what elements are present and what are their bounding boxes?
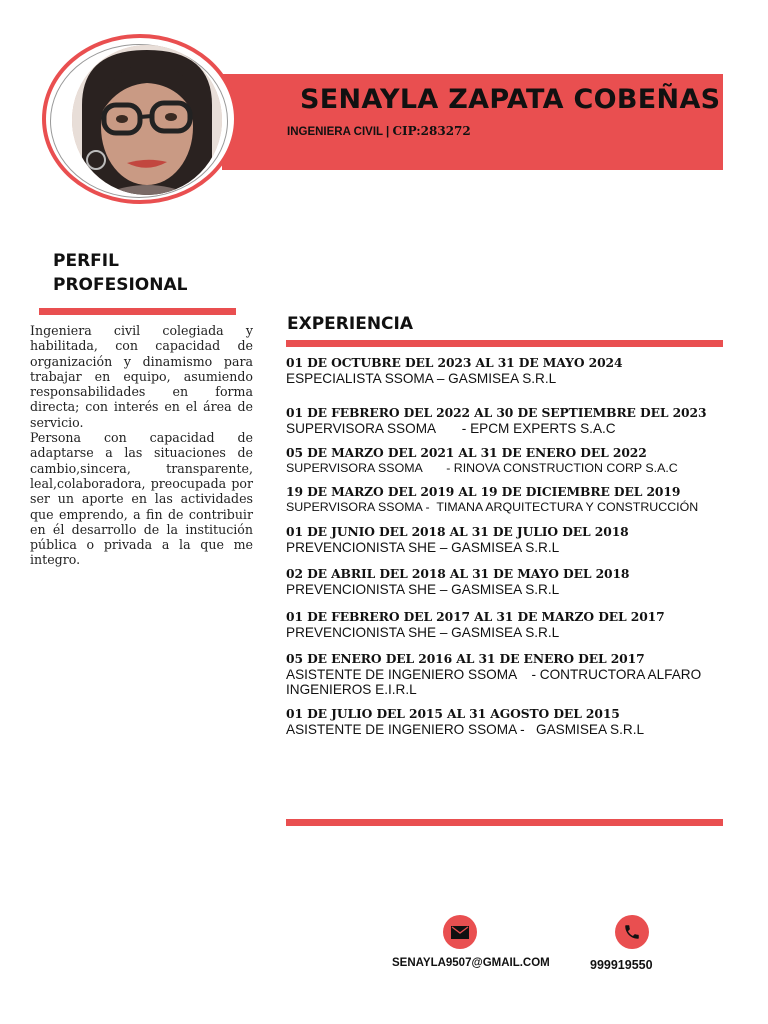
experience-date: 19 DE MARZO DEL 2019 AL 19 DE DICIEMBRE DEL 2019 — [286, 484, 681, 499]
experience-role: PREVENCIONISTA SHE – GASMISEA S.R.L — [286, 625, 560, 640]
email-address[interactable]: SENAYLA9507@GMAIL.COM — [392, 957, 550, 969]
experience-item — [286, 706, 726, 737]
profile-paragraph-1: Ingeniera civil colegiada y habilitada, con capacidad de organización y dinamismo para trabajar en equipo, asumiendo responsabilidades en forma directa; con interés en el área de servicio. — [30, 323, 253, 430]
experience-role: PREVENCIONISTA SHE – GASMISEA S.R.L — [286, 582, 560, 597]
experience-date: 01 DE JULIO DEL 2015 AL 31 AGOSTO DEL 2015 — [286, 706, 620, 721]
experience-date: 01 DE FEBRERO DEL 2017 AL 31 DE MARZO DEL 2017 — [286, 609, 665, 624]
profile-paragraph-2: Persona con capacidad de adaptarse a las situaciones de cambio,sincera, transparente, leal,colaboradora, preocupada por ser un aporte en las actividades que emprendo, a fin de contribuir en él desarrollo de la institución pública o privada a la que me integro. — [30, 430, 253, 568]
experience-role: SUPERVISORA SSOMA - RINOVA CONSTRUCTION CORP S.A.C — [286, 461, 678, 475]
phone-icon — [615, 915, 649, 949]
experience-role: PREVENCIONISTA SHE – GASMISEA S.R.L — [286, 540, 560, 555]
experience-item — [286, 524, 726, 555]
experience-role: SUPERVISORA SSOMA - EPCM EXPERTS S.A.C — [286, 421, 616, 436]
experience-item — [286, 355, 726, 386]
profession: INGENIERA CIVIL | — [287, 126, 393, 138]
experience-date: 05 DE ENERO DEL 2016 AL 31 DE ENERO DEL 2017 — [286, 651, 645, 666]
profile-heading-line1: PERFIL — [53, 251, 119, 271]
experience-role: ASISTENTE DE INGENIERO SSOMA - CONTRUCTORA ALFARO — [286, 667, 702, 682]
envelope-icon — [443, 915, 477, 949]
experience-date: 01 DE FEBRERO DEL 2022 AL 30 DE SEPTIEMBRE DEL 2023 — [286, 405, 707, 420]
experience-role: ASISTENTE DE INGENIERO SSOMA - GASMISEA S.R.L — [286, 722, 645, 737]
experience-role-continued: INGENIEROS E.I.R.L — [286, 682, 417, 697]
profile-summary — [30, 323, 253, 568]
experience-bottom-divider — [286, 819, 723, 826]
experience-role: ESPECIALISTA SSOMA – GASMISEA S.R.L — [286, 371, 557, 386]
experience-item — [286, 405, 726, 436]
phone-number[interactable]: 999919550 — [590, 958, 653, 972]
profile-divider — [39, 308, 236, 315]
profession-line — [287, 124, 471, 138]
person-name: SENAYLA ZAPATA COBEÑAS — [300, 84, 721, 115]
experience-item — [286, 566, 726, 597]
experience-date: 05 DE MARZO DEL 2021 AL 31 DE ENERO DEL 2022 — [286, 445, 647, 460]
experience-divider — [286, 340, 723, 347]
profile-photo — [72, 45, 222, 195]
experience-item — [286, 609, 726, 640]
profile-heading — [53, 249, 187, 297]
cip-number: CIP:283272 — [392, 124, 471, 138]
experience-item — [286, 484, 726, 515]
experience-date: 02 DE ABRIL DEL 2018 AL 31 DE MAYO DEL 2018 — [286, 566, 630, 581]
experience-item — [286, 445, 726, 476]
experience-heading: EXPERIENCIA — [287, 314, 414, 334]
experience-date: 01 DE OCTUBRE DEL 2023 AL 31 DE MAYO 2024 — [286, 355, 623, 370]
profile-heading-line2: PROFESIONAL — [53, 275, 188, 295]
experience-date: 01 DE JUNIO DEL 2018 AL 31 DE JULIO DEL 2018 — [286, 524, 629, 539]
experience-role: SUPERVISORA SSOMA - TIMANA ARQUITECTURA Y CONSTRUCCIÓN — [286, 500, 699, 514]
experience-item — [286, 651, 726, 697]
